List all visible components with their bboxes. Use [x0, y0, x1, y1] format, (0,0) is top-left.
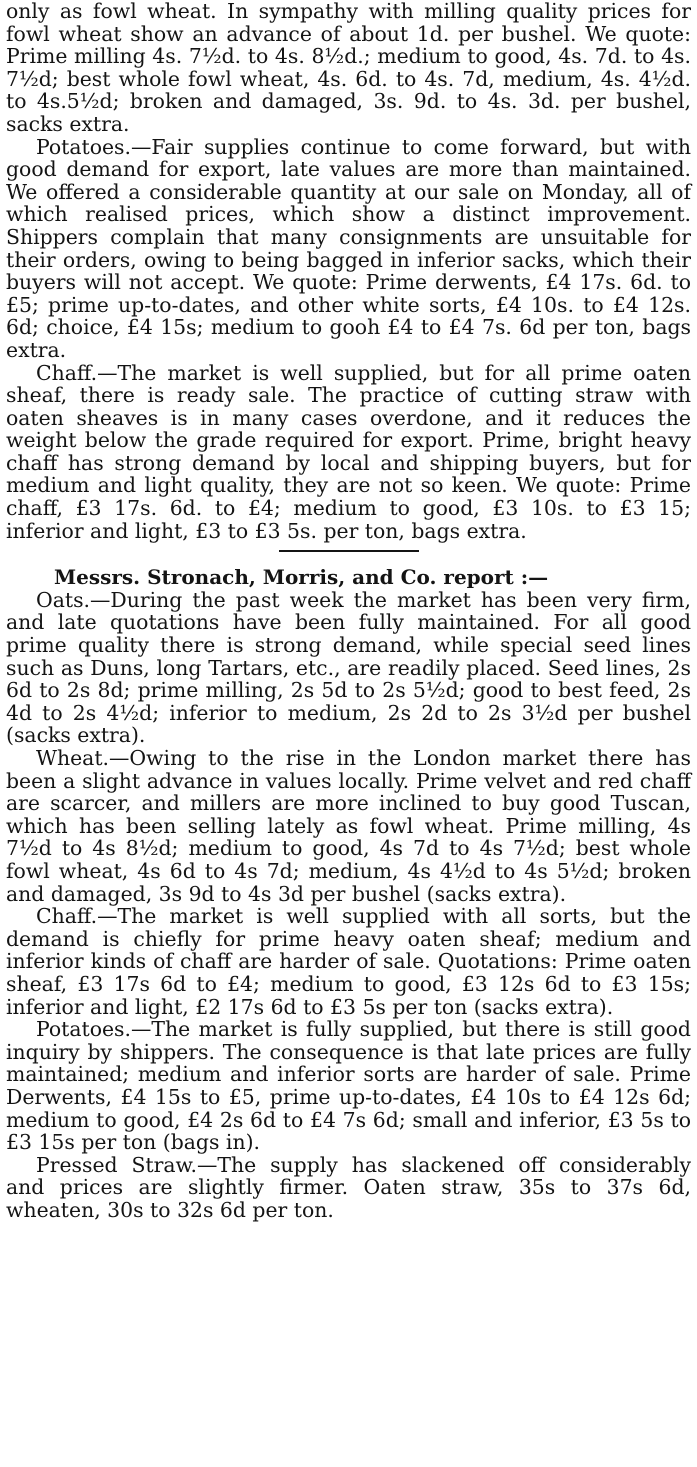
report-paragraph-chaff [6, 362, 691, 543]
paragraph-lead: Potatoes.— [36, 1017, 152, 1042]
paragraph-text: Fair supplies continue to come forward, but with good demand for export, late values are more than maintained. We offered a considerable quantity at our sale on Monday, all of which realised prices, which show a distinct improvement. Shippers complain that many consignments are unsuitable for their orders, owing to being bagged in inferior sacks, which their buyers will not accept. We quote: Prime derwents, £4 17s. 6d. to £5; prime up-to-dates, and other white sorts, £4 10s. to £4 12s. 6d; choice, £4 15s; medium to gooh £4 to £4 7s. 6d per ton, bags extra. [6, 134, 691, 362]
paragraph-text: The market is well supplied with all sorts, but the demand is chiefly for prime heavy oaten sheaf; medium and inferior kinds of chaff are harder of sale. Quotations: Prime oaten sheaf, £3 17s 6d to £4; medium to good, £3 12s 6d to £3 15s; inferior and light, £2 17s 6d to £3 5s per ton (sacks extra). [6, 904, 691, 1019]
paragraph-text: The market is well supplied, but for all prime oaten sheaf, there is ready sale. The practice of cutting straw with oaten sheaves is in many cases overdone, and it reduces the weight below the grade required for export. Prime, bright heavy chaff has strong demand by local and shipping buyers, but for medium and light quality, they are not so keen. We quote: Prime chaff, £3 17s. 6d. to £4; medium to good, £3 10s. to £3 15; inferior and light, £3 to £3 5s. per ton, bags extra. [6, 360, 691, 543]
paragraph-text: Owing to the rise in the London market there has been a slight advance in values locally. Prime velvet and red chaff are scarcer, and millers are more inclined to buy good Tuscan, which has been selling lately as fowl wheat. Prime milling, 4s 7½d to 4s 8½d; medium to good, 4s 7d to 4s 7½d; best whole fowl wheat, 4s 6d to 4s 7d; medium, 4s 4½d to 4s 5½d; broken and damaged, 3s 9d to 4s 3d per bushel (sacks extra). [6, 746, 691, 906]
paragraph-lead: Oats.— [36, 587, 111, 612]
report-paragraph-wheat [6, 747, 691, 905]
report-paragraph-pressed-straw [6, 1154, 691, 1222]
section-divider [279, 550, 419, 552]
report-paragraph-oats [6, 589, 691, 747]
report-paragraph-chaff-2 [6, 905, 691, 1018]
paragraph-text: During the past week the market has been very firm, and late quotations have been fully maintained. For all good prime quality there is strong demand, while special seed lines such as Duns, long Tartars, etc., are readily placed. Seed lines, 2s 6d to 2s 8d; prime milling, 2s 5d to 2s 5½d; good to best feed, 2s 4d to 2s 4½d; inferior to medium, 2s 2d to 2s 3½d per bushel (sacks extra). [6, 587, 691, 748]
paragraph-text: The market is fully supplied, but there is still good inquiry by shippers. The consequence is that late prices are fully maintained; medium and inferior sorts are harder of sale. Prime Derwents, £4 15s to £5, prime up-to-dates, £4 10s to £4 12s 6d; medium to good, £4 2s 6d to £4 7s 6d; small and inferior, £3 5s to £3 15s per ton (bags in). [6, 1017, 691, 1155]
report-paragraph-potatoes [6, 136, 691, 362]
paragraph-lead: Chaff.— [36, 360, 118, 385]
report-heading: Messrs. Stronach, Morris, and Co. report :— [54, 565, 549, 590]
paragraph-lead: Wheat.— [36, 746, 130, 770]
paragraph-lead: Potatoes.— [36, 134, 152, 159]
opening-paragraph: only as fowl wheat. In sympathy with milling quality prices for fowl wheat show an advance of about 1d. per bushel. We quote: Prime milling 4s. 7½d. to 4s. 8½d.; medium to good, 4s. 7d. to 4s. 7½d; best whole fowl wheat, 4s. 6d. to 4s. 7d, medium, 4s. 4½d. to 4s.5½d; broken and damaged, 3s. 9d. to 4s. 3d. per bushel, sacks extra. [6, 0, 691, 136]
paragraph-text: The supply has slackened off considerably and prices are slightly firmer. Oaten straw, 35s to 37s 6d, wheaten, 30s to 32s 6d per ton. [6, 1152, 691, 1222]
paragraph-lead: Pressed Straw.— [36, 1152, 218, 1177]
report-paragraph-potatoes-2 [6, 1018, 691, 1154]
paragraph-lead: Chaff.— [36, 904, 118, 929]
